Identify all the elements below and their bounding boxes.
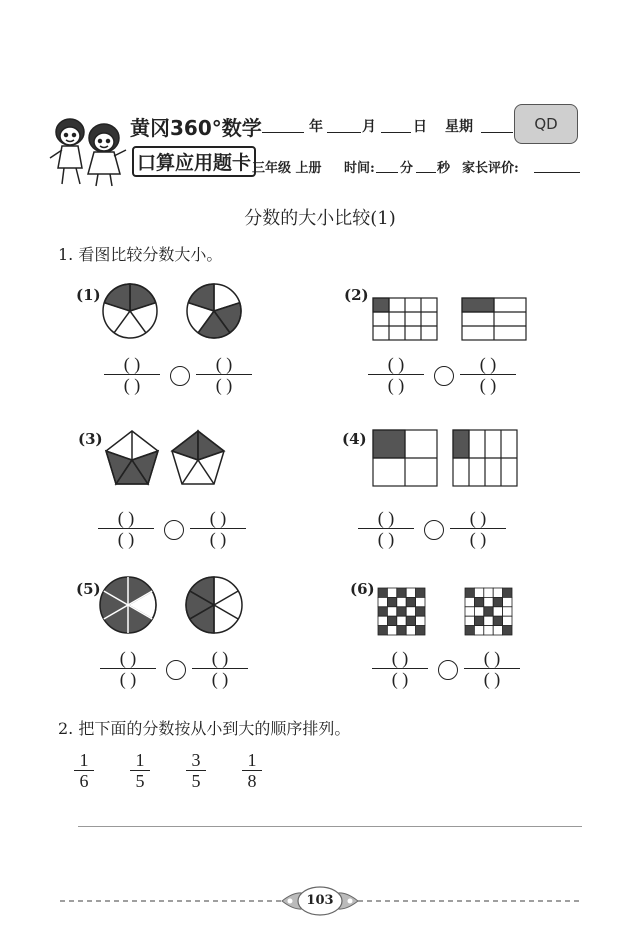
grid-4b: [453, 430, 517, 486]
grade-label: 三年级 上册: [252, 161, 322, 176]
grid-2b: [462, 298, 526, 340]
grid-cell: [416, 626, 425, 635]
compare-3: [98, 508, 248, 552]
grid-cell: [387, 626, 396, 635]
grid-2a: [373, 298, 437, 340]
fraction-blank-left[interactable]: ( ) ( ): [368, 354, 424, 395]
grid-cell: [465, 616, 474, 625]
time-label: 时间:: [344, 161, 375, 176]
compare-circle[interactable]: [438, 660, 458, 680]
grid-cell: [406, 588, 415, 597]
grid-cell: [465, 626, 474, 635]
grid-cell: [465, 588, 474, 597]
item-label-5: (5): [76, 580, 101, 598]
grid-cell: [397, 626, 406, 635]
grid-cell: [503, 597, 512, 606]
fraction-blank-left[interactable]: ( ) ( ): [358, 508, 414, 549]
compare-circle[interactable]: [170, 366, 190, 386]
item-label-6: (6): [350, 580, 375, 598]
grid-cell: [503, 588, 512, 597]
grid-cell: [474, 588, 483, 597]
grid-cell: [387, 597, 396, 606]
grid-cell: [406, 607, 415, 616]
answer-line[interactable]: [78, 826, 582, 827]
fraction-blank-right[interactable]: ( ) ( ): [464, 648, 520, 689]
fraction-blank-right[interactable]: ( ) ( ): [460, 354, 516, 395]
compare-6: [372, 648, 522, 692]
fraction-blank-left[interactable]: ( ) ( ): [372, 648, 428, 689]
grid-cell: [416, 607, 425, 616]
fraction-blank-right[interactable]: ( ) ( ): [190, 508, 246, 549]
circle-5b: [186, 577, 242, 633]
circle-5a: [100, 577, 156, 633]
day-label: 日: [413, 119, 427, 135]
grid-cell: [397, 588, 406, 597]
compare-circle[interactable]: [424, 520, 444, 540]
pentagon-3a: [106, 431, 158, 484]
grid-cell: [397, 607, 406, 616]
grid-cell: [503, 607, 512, 616]
grid-cell: [387, 588, 396, 597]
fraction-blank-left[interactable]: ( ) ( ): [98, 508, 154, 549]
parent-review-label: 家长评价:: [462, 161, 519, 176]
grid-cell: [503, 616, 512, 625]
grid-4a: [373, 430, 437, 486]
grid-cell: [493, 597, 502, 606]
fraction-blank-right[interactable]: ( ) ( ): [192, 648, 248, 689]
item-label-3: (3): [78, 430, 103, 448]
question-1-prompt: 1. 看图比较分数大小。: [58, 245, 223, 264]
grid-cell: [465, 597, 474, 606]
fraction-blank-right[interactable]: ( ) ( ): [450, 508, 506, 549]
weekday-label: 星期: [445, 119, 473, 135]
circle-1b: [187, 284, 241, 338]
grid-cell: [484, 616, 493, 625]
grid-cell: [503, 626, 512, 635]
fraction-blank-left[interactable]: ( ) ( ): [104, 354, 160, 395]
compare-circle[interactable]: [434, 366, 454, 386]
grid-cell: [484, 597, 493, 606]
grid-cell: [378, 607, 387, 616]
fraction-blank-left[interactable]: ( ) ( ): [100, 648, 156, 689]
compare-circle[interactable]: [166, 660, 186, 680]
grid-cell: [484, 588, 493, 597]
circle-1a: [103, 284, 157, 338]
brand-title: 黄冈360°数学: [130, 116, 262, 140]
fraction-blank-right[interactable]: ( ) ( ): [196, 354, 252, 395]
grid-cell: [474, 607, 483, 616]
fraction-2: $\frac{1}{5}$: [130, 750, 150, 791]
grid-cell: [378, 626, 387, 635]
fraction-4: $\frac{1}{8}$: [242, 750, 262, 791]
grid-cell: [406, 626, 415, 635]
compare-2: [368, 354, 518, 398]
pentagon-3b: [172, 431, 224, 484]
grid-cell: [493, 626, 502, 635]
grid-cell: [493, 616, 502, 625]
grid-cell: [406, 597, 415, 606]
item-label-4: (4): [342, 430, 367, 448]
grid-cell: [397, 597, 406, 606]
grid-cell: [378, 597, 387, 606]
compare-1: [104, 354, 254, 398]
question-2-prompt: 2. 把下面的分数按从小到大的顺序排列。: [58, 719, 351, 738]
grid-cell: [474, 597, 483, 606]
grid-6a: [378, 588, 425, 635]
grid-cell: [378, 588, 387, 597]
fraction-3: $\frac{3}{5}$: [186, 750, 206, 791]
grid-cell: [493, 607, 502, 616]
grid-cell: [484, 607, 493, 616]
year-label: 年: [309, 119, 323, 135]
compare-5: [100, 648, 250, 692]
grid-cell: [474, 626, 483, 635]
fraction-1: $\frac{1}{6}$: [74, 750, 94, 791]
grid-cell: [416, 616, 425, 625]
grid-cell: [378, 616, 387, 625]
grid-6b: [465, 588, 512, 635]
page-number: 103: [306, 893, 334, 908]
month-label: 月: [362, 119, 376, 135]
minute-label: 分: [400, 161, 414, 176]
second-label: 秒: [437, 161, 451, 176]
grid-cell: [406, 616, 415, 625]
page-title: 分数的大小比较(1): [244, 208, 396, 229]
brand-subtitle: 口算应用题卡: [132, 146, 256, 177]
item-label-1: (1): [76, 286, 101, 304]
grid-cell: [474, 616, 483, 625]
compare-4: [358, 508, 508, 552]
grid-cell: [465, 607, 474, 616]
qd-badge: QD: [514, 104, 578, 144]
grid-cell: [387, 607, 396, 616]
grid-cell: [493, 588, 502, 597]
grid-cell: [387, 616, 396, 625]
compare-circle[interactable]: [164, 520, 184, 540]
grid-cell: [416, 597, 425, 606]
grid-cell: [484, 626, 493, 635]
item-label-2: (2): [344, 286, 369, 304]
grid-cell: [397, 616, 406, 625]
grid-cell: [416, 588, 425, 597]
